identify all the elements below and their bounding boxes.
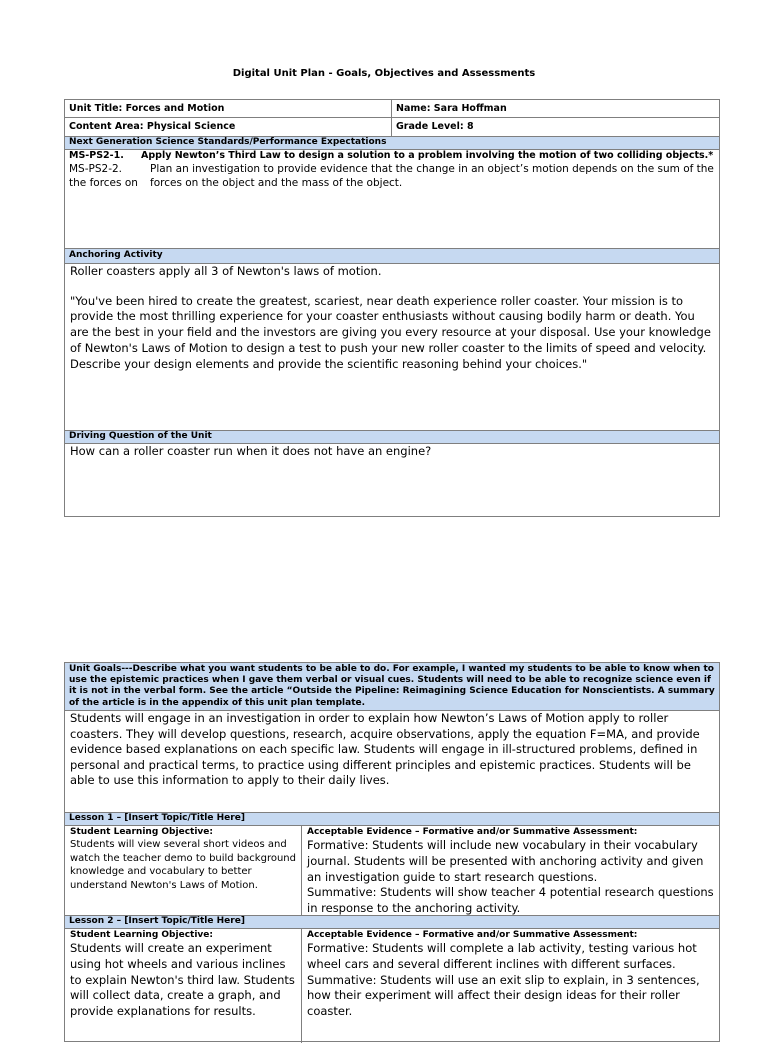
- teacher-name: Name: Sara Hoffman: [396, 103, 507, 114]
- lesson2-evidence-label: Acceptable Evidence – Formative and/or Summative Assessment:: [307, 930, 638, 940]
- standard2-text: Plan an investigation to provide evidence that the change in an object’s motion depends on the sum of the forces on the object and the mass of the object.: [150, 163, 714, 189]
- standard2-code: MS-PS2-2. the forces on: [69, 163, 138, 189]
- lesson2-objective-text: Students will create an experiment using hot wheels and various inclines to explain Newton's third law. Students will collect data, create a graph, and provide explanations for results.: [70, 941, 295, 1019]
- unit-goals-text: Students will engage in an investigation in order to explain how Newton’s Laws of Motion apply to roller coasters. They will develop questions, research, acquire observations, apply the equation F=MA, and provide evidence based explanations on each specific law. Students will engage in ill-structured problems, defined in personal and practical terms, to practice using different principles and epistemic practices. Students will be able to use this information to apply to their daily lives.: [70, 711, 700, 788]
- lesson1-evidence-label: Acceptable Evidence – Formative and/or Summative Assessment:: [307, 827, 638, 837]
- lesson1-evidence: [302, 826, 721, 917]
- content-area: Content Area: Physical Science: [69, 121, 236, 132]
- anchoring-intro: Roller coasters apply all 3 of Newton's laws of motion.: [70, 264, 382, 278]
- lesson1-objective-text: Students will view several short videos and watch the teacher demo to build background knowledge and vocabulary to better understand Newton's Laws of Motion.: [70, 839, 296, 891]
- lesson1-objective: [65, 826, 301, 892]
- lesson1-objective-label: Student Learning Objective:: [70, 827, 213, 837]
- anchoring-section: [65, 264, 719, 430]
- lesson2-evidence: [302, 929, 721, 1020]
- lesson1-row: [65, 826, 719, 916]
- page-title: Digital Unit Plan - Goals, Objectives and Assessments: [232, 68, 536, 79]
- lesson1-header: Lesson 1 – [Insert Topic/Title Here]: [65, 812, 719, 826]
- goals-table: [64, 662, 720, 1042]
- standards-section: [65, 150, 719, 248]
- unit-info-table: [64, 99, 720, 517]
- anchoring-scenario: "You've been hired to create the greatest, scariest, near death experience roller coaster. Your mission is to provide the most thrilling experience for your coaster enthusiasts without causing bodily harm or death. You are the best in your field and the investors are giving you every resource at your disposal. Use your knowledge of Newton's Laws of Motion to design a test to push your new roller coaster to the limits of speed and velocity. Describe your design elements and provide the scientific reasoning behind your choices.": [70, 293, 711, 371]
- driving-question-header: Driving Question of the Unit: [65, 430, 719, 444]
- standard1-text: Apply Newton’s Third Law to design a solution to a problem involving the motion of two colliding objects.*: [141, 150, 714, 161]
- lesson2-evidence-text: Formative: Students will complete a lab activity, testing various hot wheel cars and several different inclines with different surfaces. Summative: Students will use an exit slip to explain, in 3 sentences, how their experiment will affect their design ideas for their roller coaster.: [307, 941, 700, 1019]
- anchoring-header: Anchoring Activity: [65, 248, 719, 264]
- grade-level: Grade Level: 8: [396, 121, 474, 132]
- standard1-code: MS-PS2-1.: [69, 150, 124, 161]
- driving-question-text: How can a roller coaster run when it does not have an engine?: [70, 444, 432, 458]
- standards-header: Next Generation Science Standards/Performance Expectations: [65, 136, 719, 150]
- lesson1-evidence-text: Formative: Students will include new vocabulary in their vocabulary journal. Students will be presented with anchoring activity and given an investigation guide to start research questions. Summative: Students will show teacher 4 potential research questions in response to the anchoring activity.: [307, 838, 714, 916]
- lesson2-header: Lesson 2 – [Insert Topic/Title Here]: [65, 915, 719, 929]
- lesson2-objective: [65, 929, 301, 1020]
- lesson2-row: [65, 929, 719, 1043]
- unit-goals-header: Unit Goals---Describe what you want students to be able to do. For example, I wanted my students to be able to know when to use the epistemic practices when I gave them verbal or visual cues. Students will need to be able to recognize science even if it is not in the verbal form. See the article “Outside the Pipeline: Reimagining Science Education for Nonscientists. A summary of the article is in the appendix of this unit plan template.: [65, 663, 719, 711]
- unit-title: Unit Title: Forces and Motion: [69, 103, 225, 114]
- lesson2-objective-label: Student Learning Objective:: [70, 930, 213, 940]
